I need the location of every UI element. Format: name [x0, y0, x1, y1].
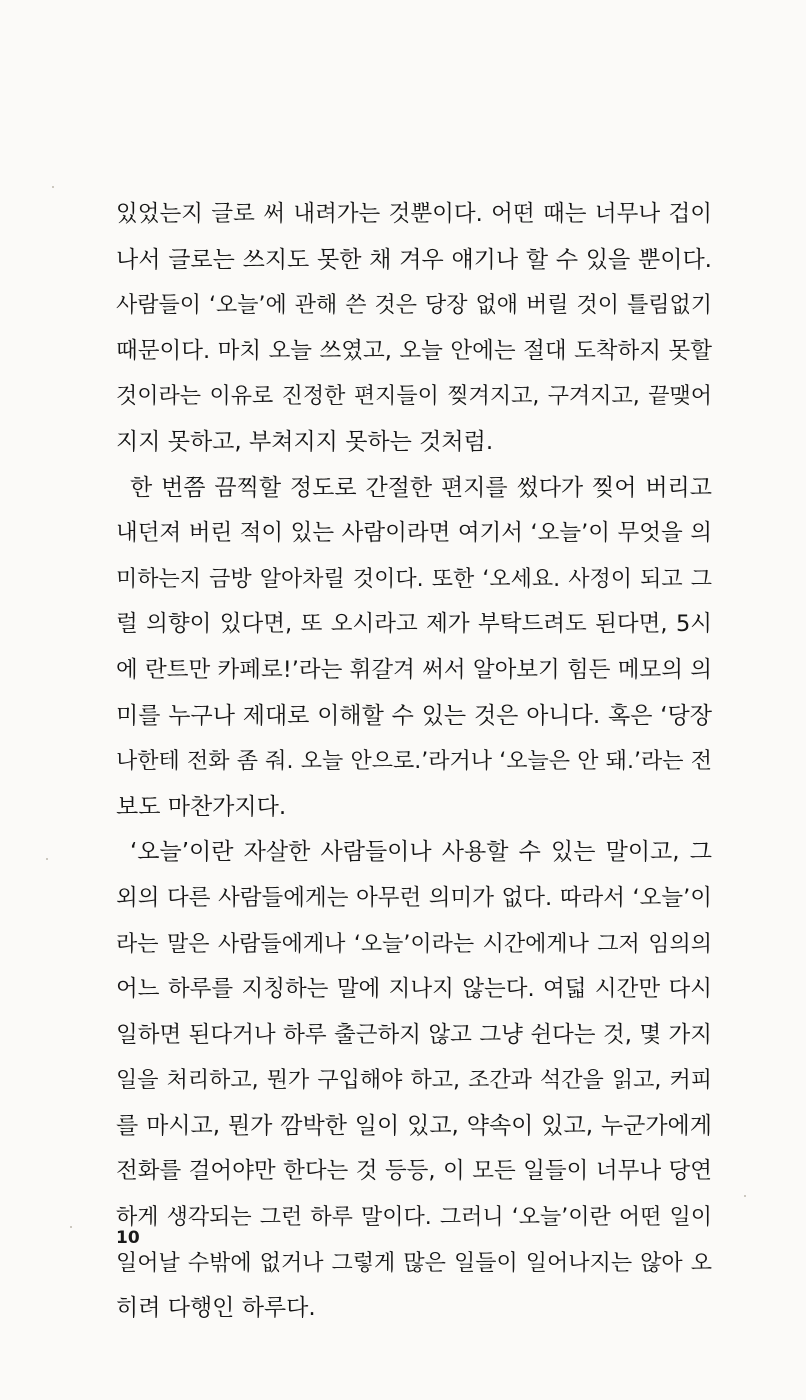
text-line: 보도 마찬가지다. — [116, 793, 287, 820]
text-line: 사람들이 ‘오늘’에 관해 쓴 것은 당장 없애 버릴 것이 틀림없기 — [116, 293, 712, 319]
text-line: 외의 다른 사람들에게는 아무런 의미가 없다. 따라서 ‘오늘’이 — [116, 884, 712, 911]
text-line: 한 번쯤 끔찍할 정도로 간절한 편지를 썼다가 찢어 버리고 — [130, 474, 712, 501]
body-text — [116, 192, 712, 1332]
text-line: 어느 하루를 지칭하는 말에 지나지 않는다. 여덟 시간만 다시 — [116, 976, 712, 1003]
text-line: 일하면 된다거나 하루 출근하지 않고 그냥 쉰다는 것, 몇 가지 — [116, 1021, 712, 1048]
text-line: 미를 누구나 제대로 이해할 수 있는 것은 아니다. 혹은 ‘당장 — [116, 702, 712, 729]
text-line: 라는 말은 사람들에게나 ‘오늘’이라는 시간에게나 그저 임의의 — [116, 931, 712, 957]
text-line: 전화를 걸어야만 한다는 것 등등, 이 모든 일들이 너무나 당연 — [116, 1158, 712, 1185]
text-line: 일어날 수밖에 없거나 그렇게 많은 일들이 일어나지는 않아 오 — [116, 1250, 712, 1276]
text-line: 일을 처리하고, 뭔가 구입해야 하고, 조간과 석간을 읽고, 커피 — [116, 1068, 712, 1094]
text-line: 지지 못하고, 부쳐지지 못하는 것처럼. — [116, 428, 494, 455]
paper-speck — [744, 1195, 746, 1197]
text-line: 있었는지 글로 써 내려가는 것뿐이다. 어떤 때는 너무나 겁이 — [116, 201, 712, 227]
text-line: 에 란트만 카페로!’라는 휘갈겨 써서 알아보기 힘든 메모의 의 — [116, 656, 712, 683]
text-line: 럴 의향이 있다면, 또 오시라고 제가 부탁드려도 된다면, 5시 — [116, 611, 712, 638]
text-line: 히려 다행인 하루다. — [116, 1295, 316, 1322]
text-line: 미하는지 금방 알아차릴 것이다. 또한 ‘오세요. 사정이 되고 그 — [116, 566, 712, 592]
paper-speck — [70, 1226, 72, 1228]
page-number: 10 — [116, 1228, 140, 1248]
text-line: ‘오늘’이란 자살한 사람들이나 사용할 수 있는 말이고, 그 — [130, 839, 712, 866]
text-line: 나한테 전화 좀 줘. 오늘 안으로.’라거나 ‘오늘은 안 돼.’라는 전 — [116, 749, 712, 775]
text-line: 내던져 버린 적이 있는 사람이라면 여기서 ‘오늘’이 무엇을 의 — [116, 520, 712, 547]
paper-speck — [52, 186, 54, 188]
text-line: 를 마시고, 뭔가 깜박한 일이 있고, 약속이 있고, 누군가에게 — [116, 1112, 712, 1139]
paper-speck — [46, 858, 48, 860]
text-line: 때문이다. 마치 오늘 쓰였고, 오늘 안에는 절대 도착하지 못할 — [116, 337, 712, 364]
text-line: 것이라는 이유로 진정한 편지들이 찢겨지고, 구겨지고, 끝맺어 — [116, 384, 712, 410]
text-line: 하게 생각되는 그런 하루 말이다. 그러니 ‘오늘’이란 어떤 일이 — [116, 1205, 712, 1231]
text-line: 나서 글로는 쓰지도 못한 채 겨우 얘기나 할 수 있을 뿐이다. — [116, 246, 712, 273]
